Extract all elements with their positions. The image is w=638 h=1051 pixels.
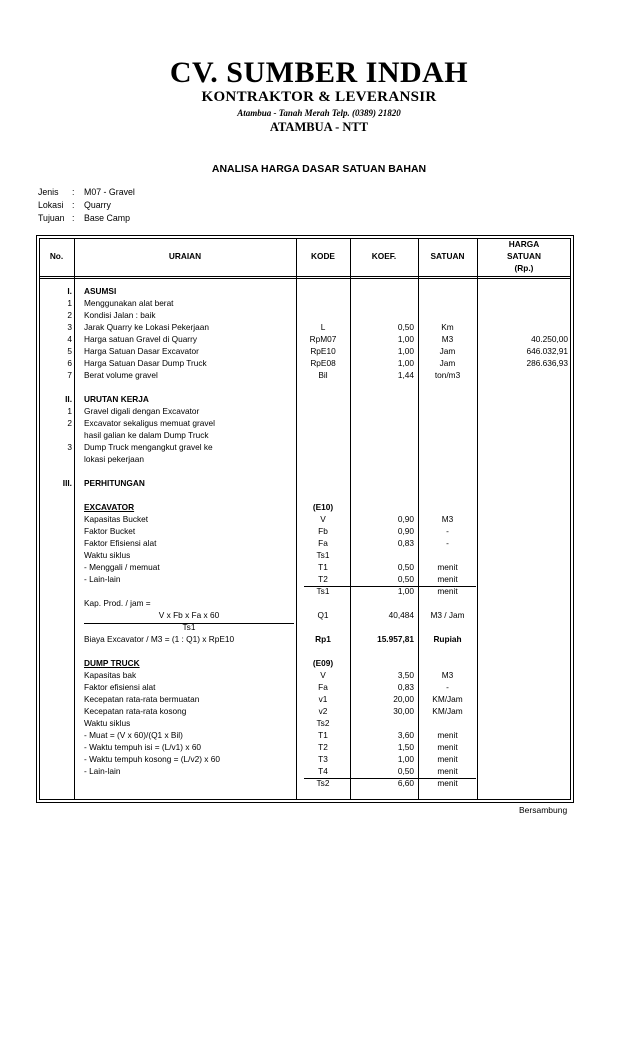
cell-uraian: Harga Satuan Dasar Excavator — [84, 346, 199, 356]
cell-uraian: Kapasitas Bucket — [84, 514, 149, 524]
info-label: Lokasi — [38, 200, 64, 210]
column-divider — [74, 238, 75, 800]
cell-satuan: M3 — [441, 334, 454, 344]
cell-satuan: Rupiah — [433, 634, 462, 644]
cell-satuan: M3 — [441, 670, 454, 680]
cell-uraian: Waktu siklus — [84, 718, 131, 728]
cell-koef: 0,83 — [397, 682, 414, 692]
cell-koef: 1,00 — [397, 334, 414, 344]
footer-continued: Bersambung — [519, 805, 568, 815]
header-divider — [39, 276, 571, 277]
cell-satuan: Km — [441, 322, 454, 332]
cell-uraian: Dump Truck mengangkut gravel ke — [84, 442, 213, 452]
cell-koef: 1,00 — [397, 754, 414, 764]
cell-kode: Rp1 — [315, 634, 331, 644]
cell-no: 4 — [67, 334, 72, 344]
cell-satuan: menit — [437, 562, 458, 572]
cell-satuan: menit — [437, 574, 458, 584]
cell-kode: T3 — [318, 754, 328, 764]
cell-uraian: Harga satuan Gravel di Quarry — [84, 334, 197, 344]
info-separator: : — [72, 187, 75, 197]
cell-no: 2 — [67, 418, 72, 428]
cell-kode: RpE08 — [310, 358, 336, 368]
header-kode: KODE — [311, 251, 335, 261]
cell-koef: 1,50 — [397, 742, 414, 752]
cell-kode: v1 — [318, 694, 328, 704]
cell-kode: RpE10 — [310, 346, 336, 356]
cell-kode: V — [320, 670, 326, 680]
cell-satuan: Jam — [439, 358, 456, 368]
cell-koef: 0,90 — [397, 526, 414, 536]
cell-koef: 0,50 — [397, 322, 414, 332]
cell-uraian: DUMP TRUCK — [84, 658, 140, 668]
cell-uraian: Waktu siklus — [84, 550, 131, 560]
cell-kode: Fa — [318, 682, 328, 692]
cell-kode: Fa — [318, 538, 328, 548]
cell-no: II. — [65, 394, 72, 404]
company-address: Atambua - Tanah Merah Telp. (0389) 21820 — [237, 108, 401, 118]
cell-no: I. — [67, 286, 72, 296]
cell-satuan: menit — [437, 742, 458, 752]
cell-uraian: Kondisi Jalan : baik — [84, 310, 156, 320]
cell-satuan: - — [446, 538, 449, 548]
cell-kode: Ts1 — [316, 586, 330, 596]
cell-no: 6 — [67, 358, 72, 368]
cell-no: 1 — [67, 406, 72, 416]
document-title: ANALISA HARGA DASAR SATUAN BAHAN — [211, 163, 427, 175]
cell-kode: Q1 — [317, 610, 329, 620]
cell-kode: L — [320, 322, 326, 332]
info-row-lokasi — [38, 200, 111, 210]
cell-uraian: Kapasitas bak — [84, 670, 137, 680]
cell-uraian: Berat volume gravel — [84, 370, 158, 380]
cell-uraian: - Waktu tempuh isi = (L/v1) x 60 — [84, 742, 202, 752]
cell-kode: Ts2 — [316, 778, 330, 788]
cell-satuan: M3 / Jam — [430, 610, 465, 620]
cell-koef: 1,44 — [397, 370, 414, 380]
header-harga-line1: HARGA — [508, 239, 540, 249]
cell-no: 3 — [67, 322, 72, 332]
cell-uraian: Menggunakan alat berat — [84, 298, 174, 308]
cell-uraian: URUTAN KERJA — [84, 394, 149, 404]
cell-uraian: Biaya Excavator / M3 = (1 : Q1) x RpE10 — [84, 634, 235, 644]
cell-kode: v2 — [318, 706, 328, 716]
header-harga-line2: SATUAN — [507, 251, 541, 261]
cell-uraian: Gravel digali dengan Excavator — [84, 406, 200, 416]
info-value: Quarry — [84, 200, 111, 210]
cell-kode: (E10) — [312, 502, 334, 512]
header-harga — [477, 238, 571, 274]
cell-uraian: Jarak Quarry ke Lokasi Pekerjaan — [84, 322, 209, 332]
cell-uraian: Kecepatan rata-rata bermuatan — [84, 694, 200, 704]
cell-kode: Fb — [318, 526, 328, 536]
cell-satuan: KM/Jam — [432, 706, 463, 716]
cell-uraian: - Muat = (V x 60)/(Q1 x Bil) — [84, 730, 183, 740]
cell-koef: 20,00 — [393, 694, 414, 704]
header-uraian: URAIAN — [168, 251, 202, 261]
cell-kode: T4 — [318, 766, 328, 776]
company-name: CV. SUMBER INDAH — [169, 56, 469, 89]
cell-harga: 286.636,93 — [526, 358, 568, 368]
cell-uraian: - Lain-lain — [84, 574, 121, 584]
cell-uraian: Ts1 — [182, 622, 196, 632]
info-value: M07 - Gravel — [84, 187, 135, 197]
info-label: Jenis — [38, 187, 59, 197]
cell-uraian: Faktor efisiensi alat — [84, 682, 156, 692]
cell-koef: 30,00 — [393, 706, 414, 716]
cell-uraian: PERHITUNGAN — [84, 478, 145, 488]
header-satuan: SATUAN — [430, 251, 465, 261]
cell-uraian: ASUMSI — [84, 286, 117, 296]
cell-satuan: KM/Jam — [432, 694, 463, 704]
cell-uraian: - Waktu tempuh kosong = (L/v2) x 60 — [84, 754, 220, 764]
cell-kode: T1 — [318, 562, 328, 572]
cell-uraian: Faktor Efisiensi alat — [84, 538, 157, 548]
info-label: Tujuan — [38, 213, 65, 223]
cell-kode: T2 — [318, 742, 328, 752]
cell-satuan: menit — [437, 778, 458, 788]
cell-uraian: Harga Satuan Dasar Dump Truck — [84, 358, 207, 368]
cell-kode: T1 — [318, 730, 328, 740]
cell-uraian: hasil galian ke dalam Dump Truck — [84, 430, 209, 440]
cell-uraian: lokasi pekerjaan — [84, 454, 144, 464]
cell-satuan: - — [446, 682, 449, 692]
cell-koef: 3,50 — [397, 670, 414, 680]
header-koef: KOEF. — [371, 251, 397, 261]
cell-no: 5 — [67, 346, 72, 356]
cell-uraian: Kap. Prod. / jam = — [84, 598, 151, 608]
cell-kode: Ts2 — [316, 718, 330, 728]
cell-no: 3 — [67, 442, 72, 452]
info-row-tujuan — [38, 213, 130, 223]
cell-koef: 0,50 — [397, 766, 414, 776]
cell-koef: 15.957,81 — [377, 634, 414, 644]
cell-no: 1 — [67, 298, 72, 308]
cell-satuan: menit — [437, 586, 458, 596]
cell-uraian: Faktor Bucket — [84, 526, 136, 536]
cell-kode: (E09) — [312, 658, 334, 668]
cell-satuan: menit — [437, 754, 458, 764]
cell-koef: 1,00 — [397, 586, 414, 596]
header-no: No. — [49, 251, 64, 261]
cell-harga: 646.032,91 — [526, 346, 568, 356]
cell-koef: 3,60 — [397, 730, 414, 740]
cell-koef: 6,60 — [397, 778, 414, 788]
cell-koef: 0,90 — [397, 514, 414, 524]
info-row-jenis — [38, 187, 135, 197]
cell-uraian: - Menggali / memuat — [84, 562, 160, 572]
cell-uraian: - Lain-lain — [84, 766, 121, 776]
info-separator: : — [72, 200, 75, 210]
cell-uraian: Kecepatan rata-rata kosong — [84, 706, 187, 716]
cell-no: 7 — [67, 370, 72, 380]
cell-koef: 0,83 — [397, 538, 414, 548]
cell-kode: Ts1 — [316, 550, 330, 560]
cell-uraian: V x Fb x Fa x 60 — [158, 610, 220, 620]
company-city: ATAMBUA - NTT — [269, 120, 369, 134]
cell-kode: V — [320, 514, 326, 524]
cell-satuan: Jam — [439, 346, 456, 356]
cell-satuan: ton/m3 — [434, 370, 461, 380]
cell-satuan: - — [446, 526, 449, 536]
header-harga-line3: (Rp.) — [514, 263, 534, 273]
cell-koef: 1,00 — [397, 358, 414, 368]
cell-koef: 1,00 — [397, 346, 414, 356]
header-divider — [39, 278, 571, 279]
info-value: Base Camp — [84, 213, 130, 223]
cell-satuan: menit — [437, 730, 458, 740]
cell-kode: Bil — [318, 370, 328, 380]
cell-harga: 40.250,00 — [531, 334, 568, 344]
cell-uraian: EXCAVATOR — [84, 502, 135, 512]
company-subtitle: KONTRAKTOR & LEVERANSIR — [201, 89, 437, 105]
cell-uraian: Excavator sekaligus memuat gravel — [84, 418, 215, 428]
cell-koef: 0,50 — [397, 562, 414, 572]
cell-no: III. — [62, 478, 72, 488]
cell-no: 2 — [67, 310, 72, 320]
cell-kode: RpM07 — [309, 334, 337, 344]
cell-satuan: menit — [437, 766, 458, 776]
cell-kode: T2 — [318, 574, 328, 584]
cell-koef: 40,484 — [388, 610, 414, 620]
cell-satuan: M3 — [441, 514, 454, 524]
cell-koef: 0,50 — [397, 574, 414, 584]
column-divider — [477, 238, 478, 800]
info-separator: : — [72, 213, 75, 223]
